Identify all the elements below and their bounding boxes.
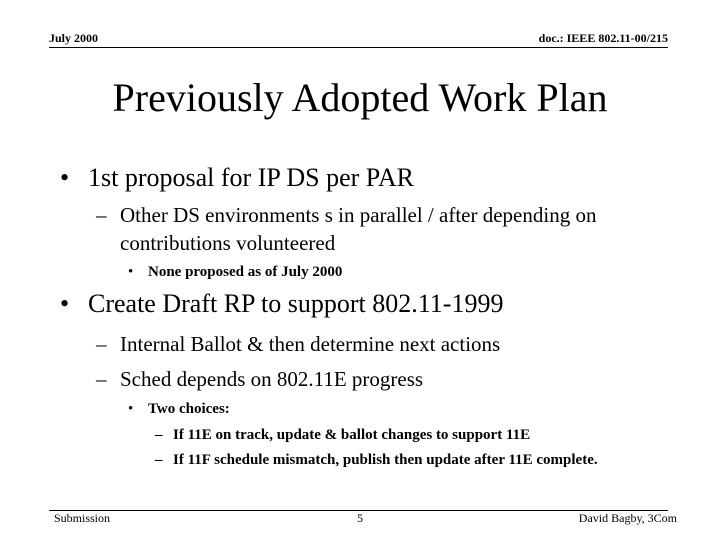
bullet-marker: • [128,401,134,417]
slide-title: Previously Adopted Work Plan [112,75,608,120]
bullet-1-text: 1st proposal for IP DS per PAR [88,163,414,192]
bullet-1-sub-1-text: Other DS environments s in parallel / after depending on contributions volunteered [120,203,597,255]
dash-marker: – [155,452,163,468]
bullet-2-sub-2 [96,365,656,393]
choice-1-text: If 11E on track, update & ballot changes to support 11E [173,427,531,443]
bullet-2-sub-2-text: Sched depends on 802.11E progress [120,367,424,391]
bullet-1 [60,163,414,193]
dash-marker: – [96,367,107,391]
dash-marker: – [96,203,107,227]
dash-marker: – [155,427,163,443]
footer-author: David Bagby, 3Com [578,511,677,525]
two-choices-text: Two choices: [148,401,230,417]
choice-2 [155,451,598,469]
bullet-2 [60,289,503,319]
bullet-1-sub-1-sub-1-text: None proposed as of July 2000 [148,264,343,280]
header-date: July 2000 [49,31,99,45]
header-doc-id: doc.: IEEE 802.11-00/215 [538,31,668,45]
bullet-2-sub-2-sub-1 [128,400,230,418]
bullet-marker: • [128,264,134,280]
choice-1 [155,426,530,444]
footer-page-number: 5 [357,511,363,525]
bullet-marker: • [60,163,70,192]
bullet-1-sub-1 [96,201,656,257]
bullet-2-sub-1 [96,330,656,358]
bullet-1-sub-1-sub-1 [128,263,342,281]
choice-2-text: If 11F schedule mismatch, publish then update after 11E complete. [173,452,598,468]
bullet-2-sub-1-text: Internal Ballot & then determine next actions [120,332,501,356]
bullet-marker: • [60,289,70,318]
footer-submission: Submission [54,511,111,525]
bullet-2-text: Create Draft RP to support 802.11-1999 [88,289,504,318]
dash-marker: – [96,332,107,356]
header-rule [49,47,668,48]
